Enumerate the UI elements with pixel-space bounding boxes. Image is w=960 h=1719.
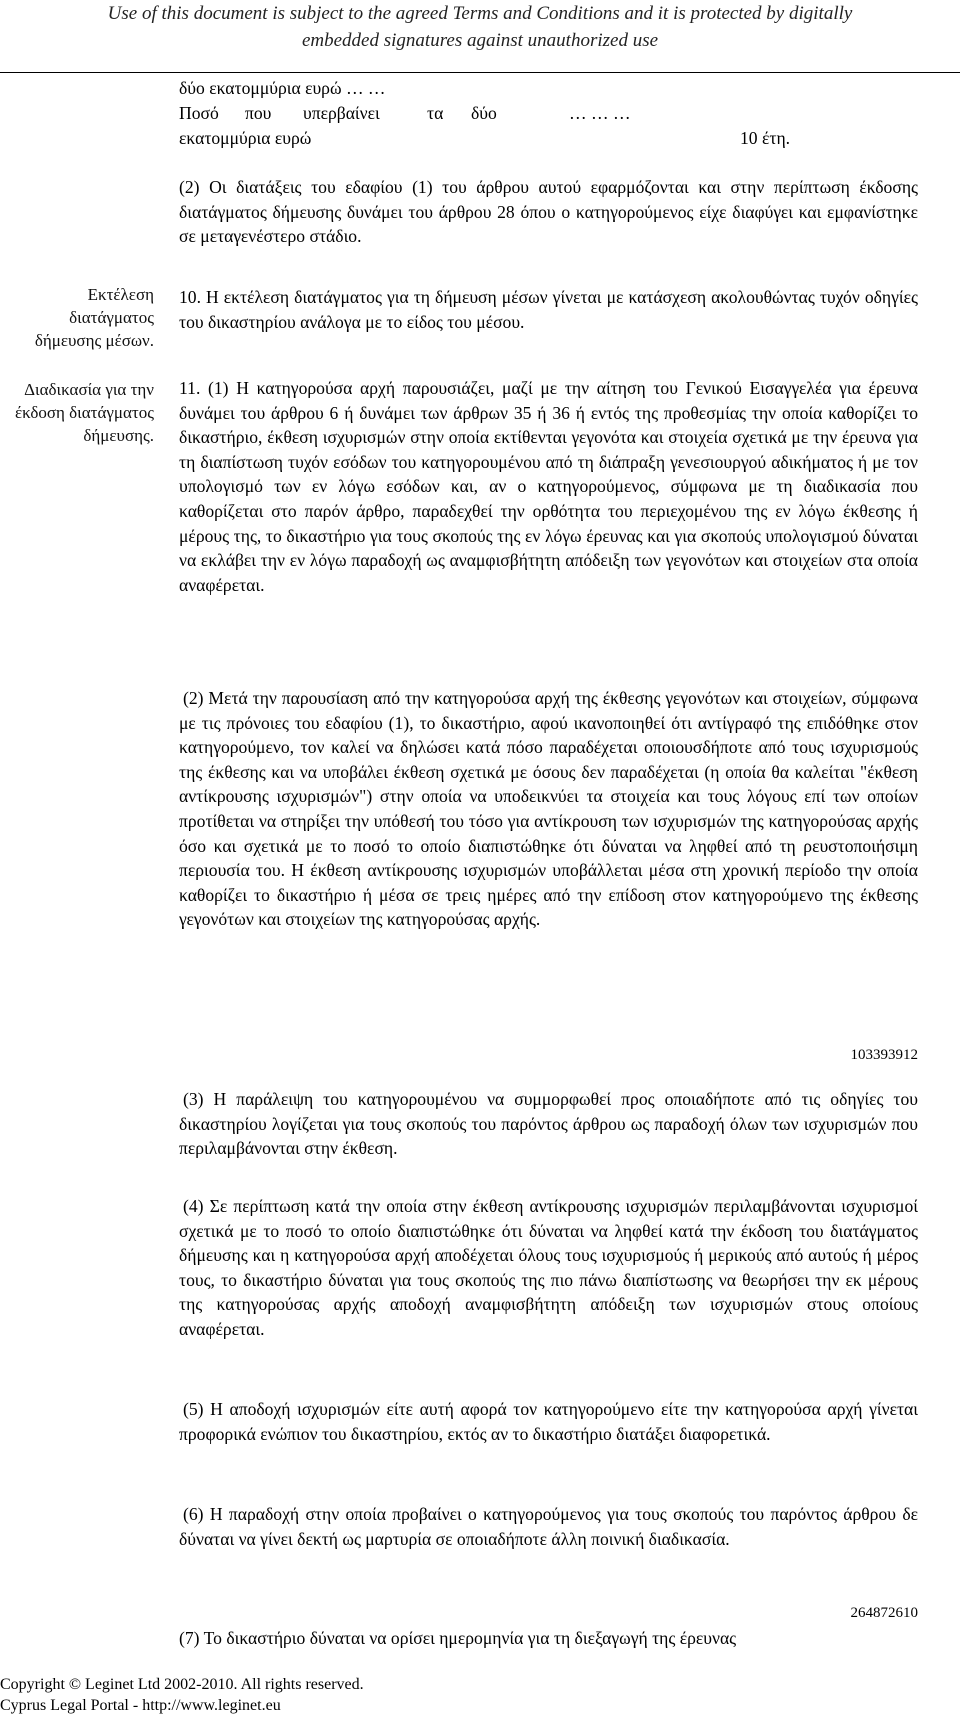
margin-note-10: Εκτέλεση διατάγματος δήμευσης μέσων. <box>34 285 154 350</box>
paragraph-11-6: (6) Η παραδοχή στην οποία προβαίνει ο κατηγορούμενος για τους σκοπούς του παρόντος άρθρου δε δύναται να γίνει δεκτή ως μαρτυρία σε οποιαδήποτε άλλη ποινική διαδικασία. <box>179 1504 918 1549</box>
copyright-line: Copyright © Leginet Ltd 2002-2010. All rights reserved. <box>0 1676 364 1693</box>
document-number: 264872610 <box>850 1605 918 1621</box>
paragraph-11-3: (3) Η παράλειψη του κατηγορουμένου να συμμορφωθεί προς οποιαδήποτε από τις οδηγίες του δικαστηρίου λογίζεται για τους σκοπούς του παρόντος άρθρου ως παραδοχή όλων των ισχυρισμών που περιλαμβάνονται στην έκθεση. <box>179 1089 918 1159</box>
terms-header-line-2: embedded signatures against unauthorized use <box>301 30 659 51</box>
paragraph-10: 10. Η εκτέλεση διατάγματος για τη δήμευση μέσων γίνεται με κατάσχεση ακολουθώντας τυχόν οδηγίες του δικαστηρίου ανάλογα με το είδος του μέσου. <box>179 287 918 332</box>
terms-header-line-1: Use of this document is subject to the agreed Terms and Conditions and it is protected by digitally <box>107 3 853 24</box>
table-row-2 <box>179 101 918 126</box>
table-row-2-dots: … … … <box>569 103 631 123</box>
paragraph-11-2: (2) Μετά την παρουσίαση από την κατηγορούσα αρχή της έκθεσης γεγονότων και στοιχείων, σύμφωνα με τις πρόνοιες του εδαφίου (1), το δικαστήριο, αφού ικανοποιηθεί ότι αντίγραφό της επιδόθηκε στον κατηγορούμενο, τον καλεί να δηλώσει κατά πόσο παραδέχεται οποιουσδήποτε από τους ισχυρισμούς της έκθεσης και να υποβάλει έκθεση σχετικά με όσους δεν παραδέχεται (η οποία θα καλείται "έκθεση αντίκρουσης ισχυρισμών") στην οποία να υποδεικνύει τα στοιχεία και τους λόγους επί των οποίων προτίθεται να στηρίξει την υπόθεσή του τόσο για αντίκρουση των ισχυρισμών της κατηγορούσας αρχής όσο και σχετικά με το ποσό το οποίο διαπιστώθηκε ότι δύναται να ληφθεί από τη ρευστοποιήσιμη περιουσία του. Η έκθεση αντίκρουσης ισχυρισμών υποβάλλεται μέσα στη χρονική περίοδο την οποία καθορίζει το δικαστήριο ή μέσα σε τρεις ημέρες από την επίδοση στον κατηγορούμενο της έκθεσης γεγονότων και στοιχείων της κατηγορούσας αρχής. <box>179 688 918 930</box>
table-row-3-value: 10 έτη. <box>740 128 791 148</box>
document-number: 103393912 <box>850 1047 918 1063</box>
paragraph-11-5: (5) Η αποδοχή ισχυρισμών είτε αυτή αφορά τον κατηγορούμενο είτε την κατηγορούσα αρχή γίνεται προφορικά ενώπιον του δικαστηρίου, εκτός αν το δικαστήριο διατάξει διαφορετικά. <box>179 1399 918 1444</box>
table-row-2-word: υπερβαίνει <box>303 103 380 123</box>
paragraph-11-7: (7) Το δικαστήριο δύναται να ορίσει ημερομηνία για τη διεξαγωγή της έρευνας <box>179 1628 737 1648</box>
paragraph-11-4: (4) Σε περίπτωση κατά την οποία στην έκθεση αντίκρουσης ισχυρισμών περιλαμβάνονται ισχυρισμοί σχετικά με το ποσό το οποίο διαπιστώθηκε ότι δύναται να ληφθεί κατά την έκδοση του διατάγματος δήμευσης και η κατηγορούσα αρχή αποδέχεται όλους τους ισχυρισμούς ή μερικούς από αυτούς ή μέρος τους, το δικαστήριο δύναται για τους σκοπούς της πιο πάνω διαπίστωσης να θεωρήσει την εκ μέρους της κατηγορούσας αρχής αποδοχή αναμφισβήτητη απόδειξη των ισχυρισμών στους οποίους αναφέρεται. <box>179 1196 918 1339</box>
margin-note-11: Διαδικασία για την έκδοση διατάγματος δήμευσης. <box>15 380 154 445</box>
portal-link[interactable]: Cyprus Legal Portal - http://www.leginet.eu <box>0 1697 281 1714</box>
table-row-2-word: τα <box>427 103 444 123</box>
table-row-3-label: εκατομμύρια ευρώ <box>179 128 312 148</box>
table-row-2-word: δύο <box>471 103 497 123</box>
copyright-footer <box>0 1674 364 1716</box>
table-row-2-word: Ποσό <box>179 103 219 123</box>
table-row-3 <box>179 126 918 151</box>
header-divider <box>0 72 960 73</box>
table-row-1: δύο εκατομμύρια ευρώ … … <box>179 78 386 98</box>
paragraph-9-2: (2) Οι διατάξεις του εδαφίου (1) του άρθρου αυτού εφαρμόζονται και στην περίπτωση έκδοσης διατάγματος δήμευσης δυνάμει του άρθρου 28 όπου ο κατηγορούμενος είχε διαφύγει και εμφανίστηκε σε μεταγενέστερο στάδιο. <box>179 177 918 247</box>
table-row-2-word: που <box>245 103 272 123</box>
paragraph-11-1: 11. (1) Η κατηγορούσα αρχή παρουσιάζει, μαζί με την αίτηση του Γενικού Εισαγγελέα για έρευνα δυνάμει του άρθρου 6 ή δυνάμει των άρθρων 35 ή 36 ή εντός της προθεσμίας την οποία καθορίζει το δικαστήριο, έκθεση ισχυρισμών στην οποία εκτίθενται γεγονότα και στοιχεία σχετικά με την έρευνα για τη διαπίστωση τυχόν εσόδων του κατηγορουμένου από τη διάπραξη γενεσιουργού αδικήματος ή με τον υπολογισμό των εν λόγω εσόδων και, αν ο κατηγορούμενος, σύμφωνα με τη διαδικασία που καθορίζεται στο παρόν άρθρο, παραδεχθεί την ορθότητα του περιεχομένου της εν λόγω έκθεσης ή μέρους της, το δικαστήριο για τους σκοπούς της εν λόγω έρευνας και για σκοπούς υπολογισμού δύναται να εκλάβει την εν λόγω παραδοχή ως αναμφισβήτητη απόδειξη των γεγονότων και στοιχείων στα οποία αναφέρεται. <box>179 378 918 595</box>
terms-header <box>0 0 960 54</box>
